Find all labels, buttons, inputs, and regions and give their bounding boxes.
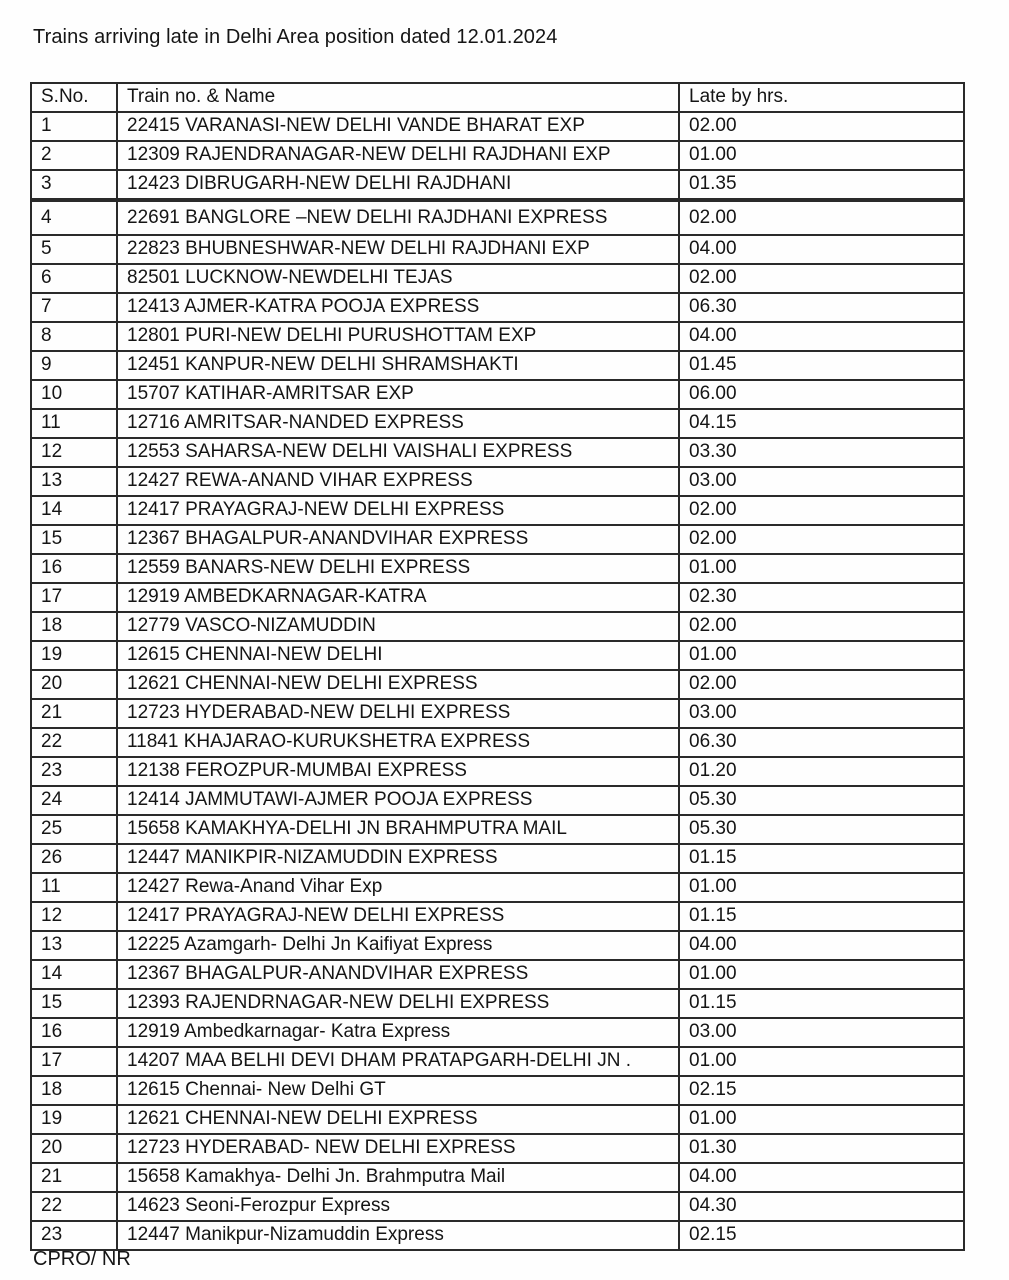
train-cell: 14623 Seoni-Ferozpur Express: [117, 1192, 679, 1221]
sno-cell: 23: [31, 757, 117, 786]
late-cell: 01.00: [679, 641, 964, 670]
late-cell: 02.00: [679, 496, 964, 525]
train-cell: 12615 Chennai- New Delhi GT: [117, 1076, 679, 1105]
table-row: [31, 1163, 964, 1192]
sno-cell: 16: [31, 554, 117, 583]
train-cell: 12801 PURI-NEW DELHI PURUSHOTTAM EXP: [117, 322, 679, 351]
table-row: [31, 960, 964, 989]
late-cell: 02.30: [679, 583, 964, 612]
table-row: [31, 1018, 964, 1047]
table-row: [31, 699, 964, 728]
sno-cell: 16: [31, 1018, 117, 1047]
table-row: [31, 200, 964, 235]
table-row: [31, 351, 964, 380]
late-cell: 04.00: [679, 931, 964, 960]
table-row: [31, 264, 964, 293]
sno-cell: 21: [31, 699, 117, 728]
table-row: [31, 1105, 964, 1134]
sno-cell: 2: [31, 141, 117, 170]
late-cell: 02.00: [679, 670, 964, 699]
table-row: [31, 1076, 964, 1105]
train-cell: 12779 VASCO-NIZAMUDDIN: [117, 612, 679, 641]
table-row: [31, 409, 964, 438]
sno-cell: 13: [31, 467, 117, 496]
sno-cell: 14: [31, 496, 117, 525]
sno-cell: 1: [31, 112, 117, 141]
table-row: [31, 1221, 964, 1250]
late-cell: 04.00: [679, 1163, 964, 1192]
late-cell: 01.45: [679, 351, 964, 380]
footer-signature: CPRO/ NR: [33, 1248, 131, 1270]
sno-cell: 10: [31, 380, 117, 409]
sno-cell: 11: [31, 873, 117, 902]
train-cell: 12414 JAMMUTAWI-AJMER POOJA EXPRESS: [117, 786, 679, 815]
train-cell: 22691 BANGLORE –NEW DELHI RAJDHANI EXPRESS: [117, 200, 679, 235]
late-cell: 06.30: [679, 728, 964, 757]
table-row: [31, 496, 964, 525]
late-cell: 02.00: [679, 264, 964, 293]
sno-cell: 19: [31, 1105, 117, 1134]
table-row: [31, 1047, 964, 1076]
sno-cell: 26: [31, 844, 117, 873]
train-cell: 12367 BHAGALPUR-ANANDVIHAR EXPRESS: [117, 525, 679, 554]
train-cell: 12919 Ambedkarnagar- Katra Express: [117, 1018, 679, 1047]
table-row: [31, 554, 964, 583]
sno-cell: 22: [31, 728, 117, 757]
train-cell: 12723 HYDERABAD-NEW DELHI EXPRESS: [117, 699, 679, 728]
table-row: [31, 235, 964, 264]
train-cell: 12615 CHENNAI-NEW DELHI: [117, 641, 679, 670]
sno-cell: 25: [31, 815, 117, 844]
sno-cell: 15: [31, 525, 117, 554]
table-row: [31, 141, 964, 170]
train-cell: 12451 KANPUR-NEW DELHI SHRAMSHAKTI: [117, 351, 679, 380]
table-row: [31, 1192, 964, 1221]
train-cell: 14207 MAA BELHI DEVI DHAM PRATAPGARH-DELHI JN .: [117, 1047, 679, 1076]
table-row: [31, 728, 964, 757]
table-row: [31, 931, 964, 960]
sno-cell: 17: [31, 583, 117, 612]
table-row: [31, 989, 964, 1018]
late-cell: 02.00: [679, 112, 964, 141]
table-row: [31, 380, 964, 409]
sno-cell: 5: [31, 235, 117, 264]
late-cell: 01.15: [679, 844, 964, 873]
train-cell: 12723 HYDERABAD- NEW DELHI EXPRESS: [117, 1134, 679, 1163]
train-cell: 12427 Rewa-Anand Vihar Exp: [117, 873, 679, 902]
table-row: [31, 112, 964, 141]
late-cell: 03.00: [679, 699, 964, 728]
late-cell: 01.00: [679, 141, 964, 170]
late-cell: 01.00: [679, 873, 964, 902]
late-cell: 01.00: [679, 554, 964, 583]
train-cell: 15658 Kamakhya- Delhi Jn. Brahmputra Mail: [117, 1163, 679, 1192]
late-trains-table: [30, 82, 965, 1251]
sno-cell: 9: [31, 351, 117, 380]
sno-cell: 11: [31, 409, 117, 438]
train-cell: 11841 KHAJARAO-KURUKSHETRA EXPRESS: [117, 728, 679, 757]
late-cell: 01.20: [679, 757, 964, 786]
sno-cell: 24: [31, 786, 117, 815]
train-cell: 12559 BANARS-NEW DELHI EXPRESS: [117, 554, 679, 583]
late-cell: 01.30: [679, 1134, 964, 1163]
late-cell: 02.00: [679, 200, 964, 235]
train-cell: 22823 BHUBNESHWAR-NEW DELHI RAJDHANI EXP: [117, 235, 679, 264]
column-header-sno: S.No.: [31, 83, 117, 112]
train-cell: 12447 MANIKPIR-NIZAMUDDIN EXPRESS: [117, 844, 679, 873]
late-cell: 01.00: [679, 1047, 964, 1076]
table-row: [31, 583, 964, 612]
train-cell: 12417 PRAYAGRAJ-NEW DELHI EXPRESS: [117, 902, 679, 931]
table-row: [31, 786, 964, 815]
train-cell: 12447 Manikpur-Nizamuddin Express: [117, 1221, 679, 1250]
table-row: [31, 293, 964, 322]
sno-cell: 7: [31, 293, 117, 322]
train-cell: 12309 RAJENDRANAGAR-NEW DELHI RAJDHANI EXP: [117, 141, 679, 170]
late-cell: 03.00: [679, 1018, 964, 1047]
table-row: [31, 815, 964, 844]
sno-cell: 20: [31, 1134, 117, 1163]
table-row: [31, 670, 964, 699]
table-row: [31, 525, 964, 554]
train-cell: 22415 VARANASI-NEW DELHI VANDE BHARAT EXP: [117, 112, 679, 141]
late-cell: 03.30: [679, 438, 964, 467]
late-cell: 05.30: [679, 786, 964, 815]
train-cell: 12138 FEROZPUR-MUMBAI EXPRESS: [117, 757, 679, 786]
train-cell: 12621 CHENNAI-NEW DELHI EXPRESS: [117, 1105, 679, 1134]
late-cell: 03.00: [679, 467, 964, 496]
table-row: [31, 322, 964, 351]
late-cell: 01.00: [679, 1105, 964, 1134]
late-cell: 01.15: [679, 989, 964, 1018]
table-row: [31, 170, 964, 200]
column-header-late: Late by hrs.: [679, 83, 964, 112]
page-title: Trains arriving late in Delhi Area position dated 12.01.2024: [33, 26, 558, 48]
late-cell: 05.30: [679, 815, 964, 844]
late-cell: 02.00: [679, 612, 964, 641]
sno-cell: 4: [31, 200, 117, 235]
table-row: [31, 902, 964, 931]
table-row: [31, 467, 964, 496]
sno-cell: 17: [31, 1047, 117, 1076]
sno-cell: 20: [31, 670, 117, 699]
sno-cell: 21: [31, 1163, 117, 1192]
late-cell: 02.00: [679, 525, 964, 554]
train-cell: 12413 AJMER-KATRA POOJA EXPRESS: [117, 293, 679, 322]
sno-cell: 23: [31, 1221, 117, 1250]
train-cell: 12393 RAJENDRNAGAR-NEW DELHI EXPRESS: [117, 989, 679, 1018]
train-cell: 12423 DIBRUGARH-NEW DELHI RAJDHANI: [117, 170, 679, 200]
table-row: [31, 757, 964, 786]
sno-cell: 12: [31, 438, 117, 467]
column-header-train: Train no. & Name: [117, 83, 679, 112]
train-cell: 12621 CHENNAI-NEW DELHI EXPRESS: [117, 670, 679, 699]
train-cell: 12553 SAHARSA-NEW DELHI VAISHALI EXPRESS: [117, 438, 679, 467]
table-row: [31, 844, 964, 873]
table-header-row: [31, 83, 964, 112]
table-row: [31, 641, 964, 670]
late-cell: 04.30: [679, 1192, 964, 1221]
train-cell: 12225 Azamgarh- Delhi Jn Kaifiyat Express: [117, 931, 679, 960]
late-cell: 04.00: [679, 235, 964, 264]
late-cell: 01.35: [679, 170, 964, 200]
sno-cell: 13: [31, 931, 117, 960]
table-row: [31, 873, 964, 902]
sno-cell: 19: [31, 641, 117, 670]
train-cell: 12367 BHAGALPUR-ANANDVIHAR EXPRESS: [117, 960, 679, 989]
sno-cell: 18: [31, 1076, 117, 1105]
table-body: [31, 112, 964, 1250]
train-cell: 15658 KAMAKHYA-DELHI JN BRAHMPUTRA MAIL: [117, 815, 679, 844]
sno-cell: 18: [31, 612, 117, 641]
late-cell: 01.15: [679, 902, 964, 931]
late-cell: 06.30: [679, 293, 964, 322]
table-row: [31, 1134, 964, 1163]
sno-cell: 3: [31, 170, 117, 200]
late-cell: 01.00: [679, 960, 964, 989]
train-cell: 12427 REWA-ANAND VIHAR EXPRESS: [117, 467, 679, 496]
late-cell: 04.00: [679, 322, 964, 351]
train-cell: 15707 KATIHAR-AMRITSAR EXP: [117, 380, 679, 409]
train-cell: 12417 PRAYAGRAJ-NEW DELHI EXPRESS: [117, 496, 679, 525]
sno-cell: 8: [31, 322, 117, 351]
table-row: [31, 612, 964, 641]
train-cell: 12919 AMBEDKARNAGAR-KATRA: [117, 583, 679, 612]
sno-cell: 12: [31, 902, 117, 931]
train-cell: 12716 AMRITSAR-NANDED EXPRESS: [117, 409, 679, 438]
sno-cell: 6: [31, 264, 117, 293]
sno-cell: 15: [31, 989, 117, 1018]
table-row: [31, 438, 964, 467]
late-cell: 06.00: [679, 380, 964, 409]
late-cell: 02.15: [679, 1221, 964, 1250]
late-cell: 02.15: [679, 1076, 964, 1105]
sno-cell: 14: [31, 960, 117, 989]
sno-cell: 22: [31, 1192, 117, 1221]
late-cell: 04.15: [679, 409, 964, 438]
train-cell: 82501 LUCKNOW-NEWDELHI TEJAS: [117, 264, 679, 293]
